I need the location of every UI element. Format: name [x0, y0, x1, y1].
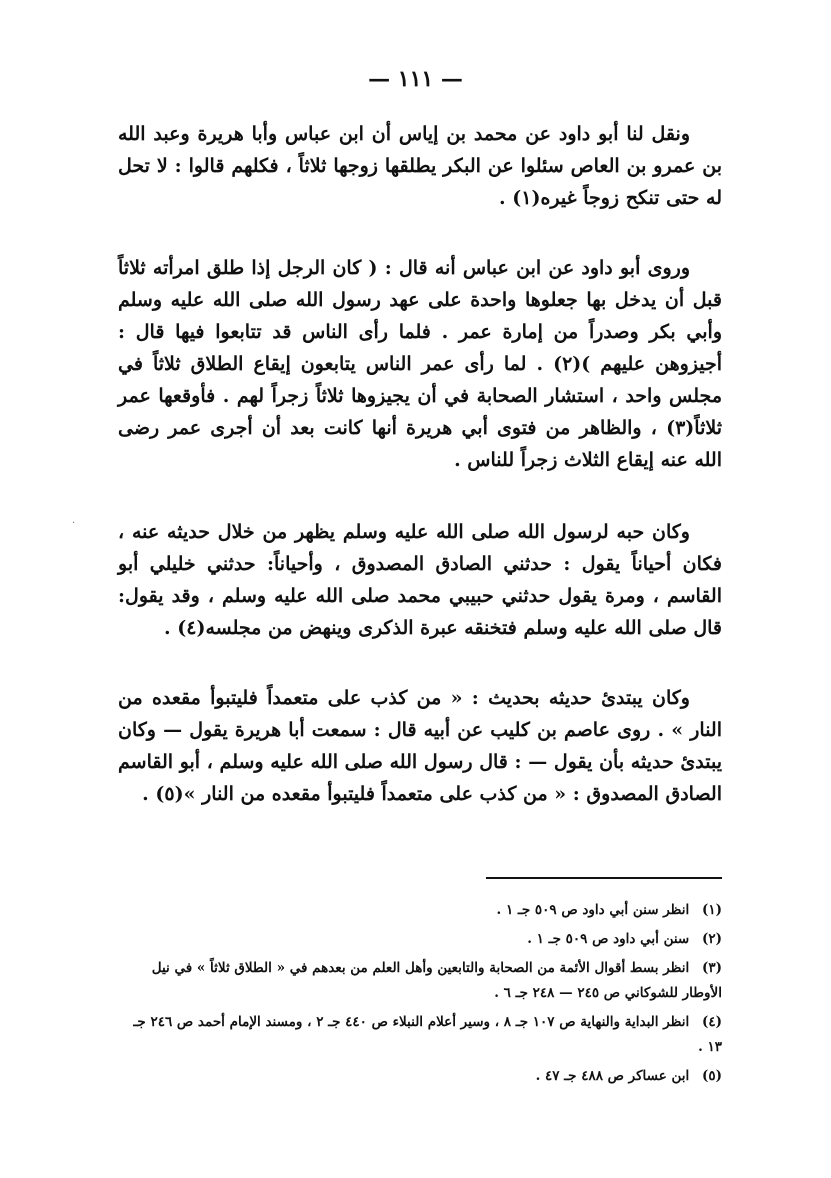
- footnote-number: (٤): [701, 1014, 722, 1030]
- footnote-text: سنن أبي داود ص ٥٠٩ جـ ١ .: [527, 931, 690, 947]
- footnote: [118, 898, 722, 923]
- footnote: [118, 1064, 722, 1089]
- paragraph-text: وكان حبه لرسول الله صلى الله عليه وسلم يظهر من خلال حديثه عنه ، فكان أحياناً يقول : حدثني الصادق المصدوق ، وأحياناً: حدثني خليلي أبو القاسم ، ومرة يقول حدثني حبيبي محمد صلى الله عليه وسلم ، وقد يقول: قال صلى الله عليه وسلم فتخنقه عبرة الذكرى وينهض من مجلسه(٤) .: [118, 521, 722, 639]
- footnote-text: انظر بسط أقوال الأئمة من الصحابة والتابعين وأهل العلم من بعدهم في « الطلاق ثلاثاً » في نيل الأوطار للشوكاني ص ٢٤٥ — ٢٤٨ جـ ٦ .: [151, 960, 722, 1001]
- body-paragraph: [118, 252, 722, 476]
- body-paragraph: [118, 516, 722, 644]
- footnote-number: (٥): [701, 1068, 722, 1084]
- footnote: [118, 1010, 722, 1060]
- body-paragraph: [118, 118, 722, 214]
- footnote: [118, 956, 722, 1006]
- paragraph-text: ونقل لنا أبو داود عن محمد بن إياس أن ابن عباس وأبا هريرة وعبد الله بن عمرو بن العاص سئلوا عن البكر يطلقها زوجها ثلاثاً ، فكلهم قالوا : لا تحل له حتى تنكح زوجاً غيره(١) .: [118, 123, 722, 209]
- footnotes-section: [118, 898, 722, 1093]
- footnote: [118, 927, 722, 952]
- scan-speck: ·: [72, 518, 76, 529]
- paragraph-text: وكان يبتدئ حديثه بحديث : « من كذب على متعمداً فليتبوأ مقعده من النار » . روى عاصم بن كليب عن أبيه قال : سمعت أبا هريرة يقول — وكان يبتدئ حديثه بأن يقول — : قال رسول الله صلى الله عليه وسلم ، أبو القاسم الصادق المصدوق : « من كذب على متعمداً فليتبوأ مقعده من النار »(٥) .: [118, 687, 722, 805]
- footnote-text: انظر البداية والنهاية ص ١٠٧ جـ ٨ ، وسير أعلام النبلاء ص ٤٤٠ جـ ٢ ، ومسند الإمام أحمد ص ٢٤٦ جـ ١٣ .: [133, 1014, 722, 1055]
- footnote-number: (٢): [701, 931, 722, 947]
- footnote-text: ابن عساكر ص ٤٨٨ جـ ٤٧ .: [535, 1068, 690, 1084]
- paragraph-text: وروى أبو داود عن ابن عباس أنه قال : ( كان الرجل إذا طلق امرأته ثلاثاً قبل أن يدخل بها جعلوها واحدة على عهد رسول الله صلى الله عليه وسلم وأبي بكر وصدراً من إمارة عمر . فلما رأى الناس قد تتابعوا فيها قال : أجيزوهن عليهم )(٢) . لما رأى عمر الناس يتابعون إيقاع الطلاق ثلاثاً في مجلس واحد ، استشار الصحابة في أن يجيزوها ثلاثاً زجراً لهم . فأوقعها عمر ثلاثاً(٣) ، والظاهر من فتوى أبي هريرة أنها كانت بعد أن أجرى عمر رضى الله عنه إيقاع الثلاث زجراً للناس .: [118, 257, 722, 471]
- body-paragraph: [118, 682, 722, 810]
- footnote-number: (١): [701, 902, 722, 918]
- footnote-divider: [486, 877, 722, 879]
- page-number: — ١١١ —: [368, 66, 463, 92]
- footnote-text: انظر سنن أبي داود ص ٥٠٩ جـ ١ .: [496, 902, 690, 918]
- footnote-number: (٣): [701, 960, 722, 976]
